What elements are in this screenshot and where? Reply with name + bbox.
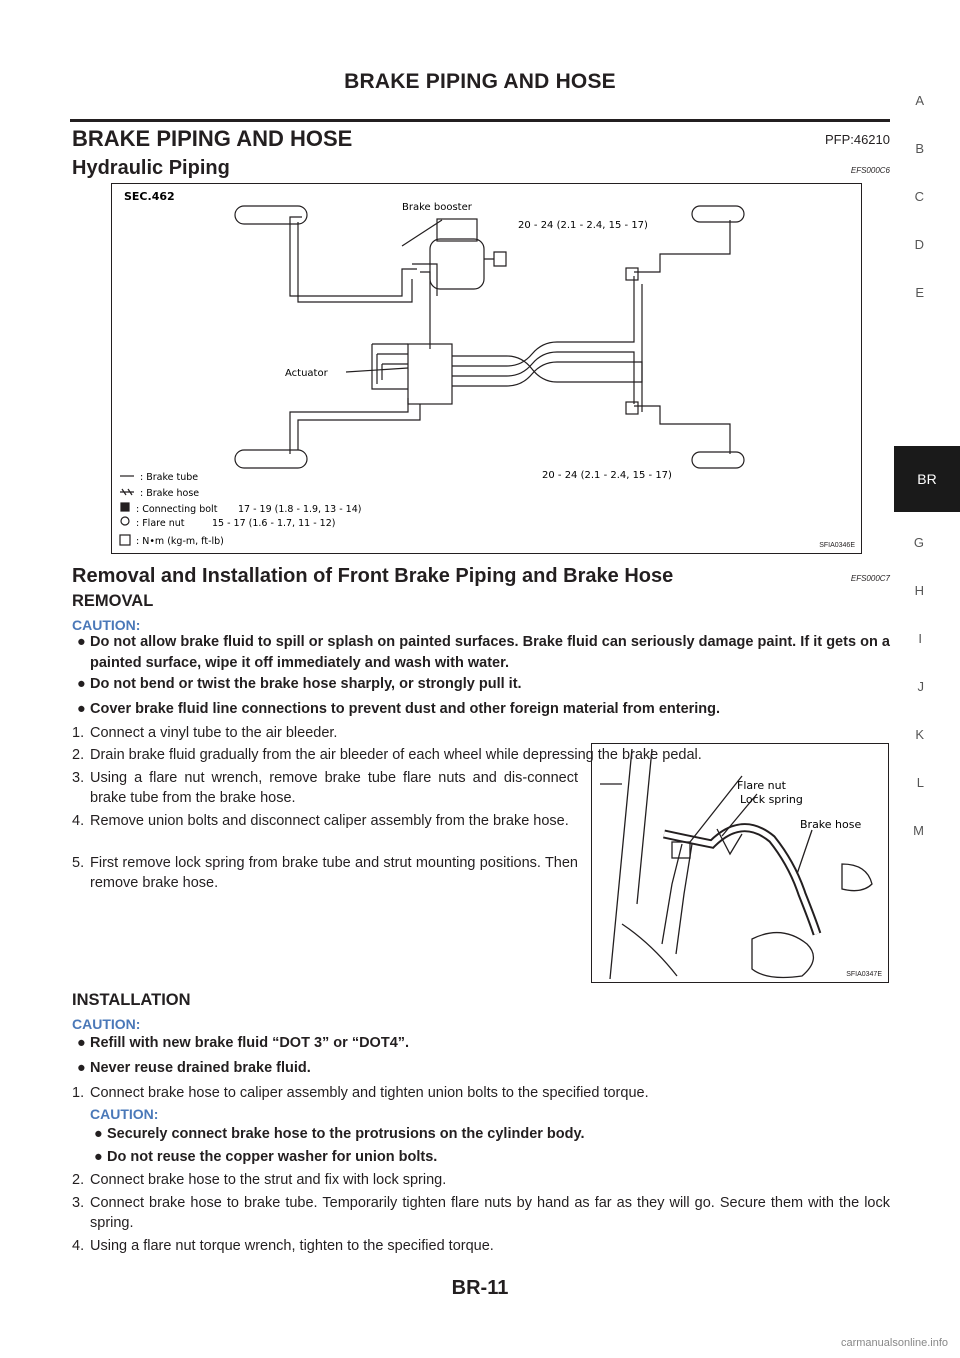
legend-brake-tube: : Brake tube xyxy=(140,472,199,483)
brake-booster xyxy=(430,239,484,289)
tube-rear-top xyxy=(452,284,642,382)
brake-hose-drawing xyxy=(592,744,887,981)
installation-sub-bullet: ● Securely connect brake hose to the protrusions on the cylinder body. xyxy=(107,1124,890,1145)
tube-fl-b xyxy=(290,244,417,296)
index-letter-l[interactable]: L xyxy=(916,775,924,790)
installation-caution-bullet: ● Refill with new brake fluid “DOT 3” or “DOT4”. xyxy=(90,1033,890,1054)
tube-rr xyxy=(634,220,730,272)
legend-nut-torque: 15 - 17 (1.6 - 1.7, 11 - 12) xyxy=(212,518,336,529)
index-letter-g[interactable]: G xyxy=(913,535,924,550)
brake-hose-figure xyxy=(591,743,889,983)
brake-hose-label: Brake hose xyxy=(800,818,862,831)
removal-installation-code: EFS000C7 xyxy=(850,574,890,583)
index-letter-k[interactable]: K xyxy=(915,727,924,742)
part-number: PFP:46210 xyxy=(824,132,890,147)
sec-label: SEC.462 xyxy=(124,190,175,203)
tube-rear-bottom-2 xyxy=(452,362,642,412)
section-code: EFS000C6 xyxy=(850,166,890,175)
removal-heading: REMOVAL xyxy=(72,592,154,610)
installation-sub-bullet: ● Do not reuse the copper washer for union bolts. xyxy=(107,1147,890,1168)
page-header-title: BRAKE PIPING AND HOSE xyxy=(344,70,616,93)
caliper xyxy=(752,933,813,978)
index-letter-m[interactable]: M xyxy=(913,823,924,838)
legend-brake-hose: : Brake hose xyxy=(140,488,200,499)
watermark: carmanualsonline.info xyxy=(840,1337,948,1349)
flare-nut-label: Flare nut xyxy=(737,779,786,792)
installation-sub-caution-label: CAUTION: xyxy=(90,1106,159,1122)
wheel-rear-right xyxy=(692,206,744,222)
index-tab-br[interactable]: BR xyxy=(894,446,960,512)
bullet-icon: ● xyxy=(77,1060,86,1076)
wheel-front-left xyxy=(235,206,307,224)
actuator-lines-left-b xyxy=(372,344,408,389)
legend-bolt-torque: 17 - 19 (1.8 - 1.9, 13 - 14) xyxy=(238,504,362,515)
legend-hose-symbol xyxy=(120,489,134,495)
legend-nut-symbol xyxy=(121,517,129,525)
index-letter-e[interactable]: E xyxy=(915,285,924,300)
removal-caution-label: CAUTION: xyxy=(72,617,141,633)
index-letter-a[interactable]: A xyxy=(915,93,924,108)
wheel-front-right xyxy=(235,450,307,468)
bullet-icon: ● xyxy=(94,1126,103,1142)
removal-caution-bullet: ● Do not bend or twist the brake hose sharply, or strongly pull it. xyxy=(90,674,890,695)
index-letter-b[interactable]: B xyxy=(915,141,924,156)
legend-torque-symbol xyxy=(120,535,130,545)
hydraulic-piping-figure xyxy=(111,183,862,554)
page-number: BR-11 xyxy=(451,1277,509,1299)
figure-code: SFIA0346E xyxy=(819,542,855,549)
torque-bottom-label: 20 - 24 (2.1 - 2.4, 15 - 17) xyxy=(542,470,672,481)
index-letter-h[interactable]: H xyxy=(914,583,924,598)
brake-tube xyxy=(662,844,692,954)
legend-bolt-symbol xyxy=(121,503,129,511)
tube-fl-c xyxy=(298,222,412,302)
installation-caution-label: CAUTION: xyxy=(72,1016,141,1032)
bullet-icon: ● xyxy=(94,1149,103,1165)
booster-top xyxy=(437,219,477,241)
legend-torque-unit: : N•m (kg-m, ft-lb) xyxy=(136,536,224,547)
strut-outline xyxy=(600,749,652,979)
booster-connector xyxy=(484,252,506,266)
actuator xyxy=(408,344,452,404)
booster-leader xyxy=(402,220,442,246)
flare-nut-bottom xyxy=(626,402,638,414)
bullet-icon: ● xyxy=(77,701,86,717)
header-rule xyxy=(70,119,890,122)
lower-arm xyxy=(622,924,677,976)
tube-fr-2 xyxy=(298,404,420,450)
tube-fl-a xyxy=(290,217,302,244)
wheel-rear-left xyxy=(692,452,744,468)
removal-caution-bullet: ● Cover brake fluid line connections to prevent dust and other foreign material from entering. xyxy=(90,699,890,720)
bullet-icon: ● xyxy=(77,676,86,692)
index-letter-c[interactable]: C xyxy=(914,189,924,204)
bullet-icon: ● xyxy=(77,634,86,650)
installation-heading: INSTALLATION xyxy=(72,991,191,1009)
removal-caution-bullet: ● Do not allow brake fluid to spill or splash on painted surfaces. Brake fluid can seriously damage paint. If it gets on a painted surface, wipe it off immediately and wash with water. xyxy=(77,634,890,671)
removal-installation-title: Removal and Installation of Front Brake Piping and Brake Hose xyxy=(72,565,674,587)
actuator-label: Actuator xyxy=(285,368,328,379)
bullet-icon: ● xyxy=(77,1035,86,1051)
booster-label: Brake booster xyxy=(402,202,472,213)
flare-nut-top xyxy=(626,268,638,280)
brake-hose xyxy=(664,828,817,934)
bracket xyxy=(842,864,872,891)
tube-fr xyxy=(290,398,408,454)
hydraulic-piping-title: Hydraulic Piping xyxy=(72,157,230,179)
piping-diagram xyxy=(112,184,860,552)
tube-rl xyxy=(634,406,730,454)
lock-spring-label: Lock spring xyxy=(740,793,803,806)
index-letter-i[interactable]: I xyxy=(918,631,922,646)
legend-flare-nut: : Flare nut xyxy=(136,518,185,529)
torque-top-label: 20 - 24 (2.1 - 2.4, 15 - 17) xyxy=(518,220,648,231)
legend-connecting-bolt: : Connecting bolt xyxy=(136,504,218,515)
index-letter-j[interactable]: J xyxy=(917,679,924,694)
section-title: BRAKE PIPING AND HOSE xyxy=(72,126,353,151)
figure-code: SFIA0347E xyxy=(846,971,882,978)
installation-caution-bullet: ● Never reuse drained brake fluid. xyxy=(90,1058,890,1079)
index-letter-d[interactable]: D xyxy=(914,237,924,252)
booster-line-b xyxy=(420,272,430,349)
